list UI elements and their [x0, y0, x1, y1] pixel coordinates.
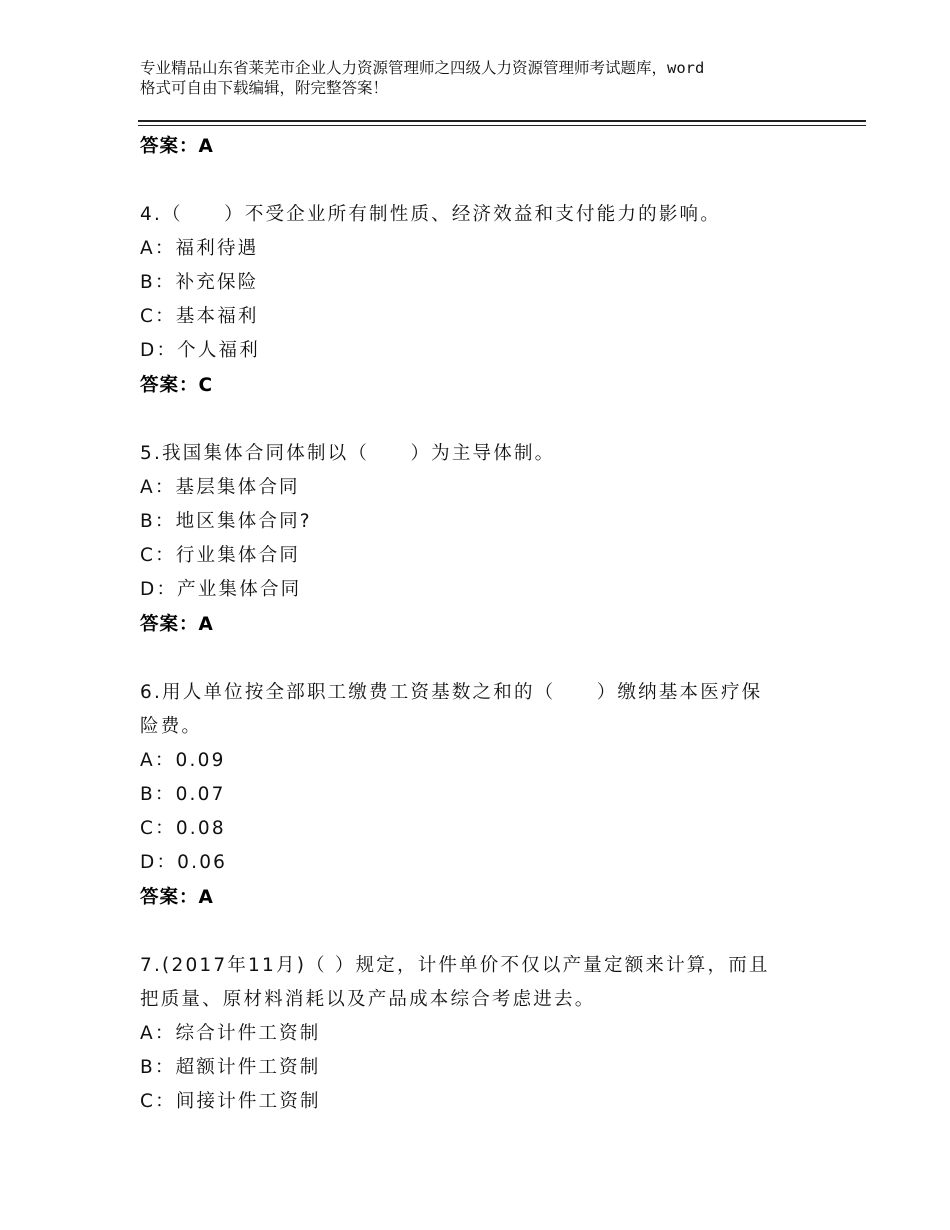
question-6-option-d: D：0.06: [140, 852, 228, 873]
question-4-option-d: D：个人福利: [140, 340, 260, 361]
question-7-option-a: A：综合计件工资制: [140, 1023, 321, 1044]
question-5-option-d: D：产业集体合同: [140, 579, 302, 600]
question-6-option-b: B：0.07: [140, 784, 226, 805]
question-6-text-line-1: 6.用人单位按全部职工缴费工资基数之和的（ ）缴纳基本医疗保: [140, 682, 763, 703]
question-4-text: 4.（ ）不受企业所有制性质、经济效益和支付能力的影响。: [140, 204, 721, 225]
header-line-2: 格式可自由下载编辑，附完整答案！: [140, 79, 389, 97]
question-7-option-b: B：超额计件工资制: [140, 1057, 321, 1078]
question-6-option-c: C：0.08: [140, 818, 226, 839]
header-divider-thin: [138, 125, 866, 126]
question-6-option-a: A：0.09: [140, 750, 226, 771]
question-4-option-b: B：补充保险: [140, 272, 259, 293]
question-5-option-a: A：基层集体合同: [140, 477, 300, 498]
question-4-option-a: A：福利待遇: [140, 238, 259, 259]
question-5-answer: 答案：A: [140, 614, 214, 635]
header-line-1: 专业精品山东省莱芜市企业人力资源管理师之四级人力资源管理师考试题库，word: [140, 59, 705, 77]
header-divider-thick: [138, 120, 866, 122]
question-5-text: 5.我国集体合同体制以（ ）为主导体制。: [140, 443, 556, 464]
question-6-answer: 答案：A: [140, 887, 214, 908]
question-6-text-line-2: 险费。: [140, 716, 203, 737]
question-7-option-c: C：间接计件工资制: [140, 1091, 321, 1112]
question-4-option-c: C：基本福利: [140, 306, 259, 327]
question-5-option-c: C：行业集体合同: [140, 545, 301, 566]
question-5-option-b: B：地区集体合同?: [140, 511, 312, 532]
document-header: [140, 58, 830, 98]
question-7-text-line-1: 7.(2017年11月)（ ）规定，计件单价不仅以产量定额来计算，而且: [140, 955, 770, 976]
question-7-text-line-2: 把质量、原材料消耗以及产品成本综合考虑进去。: [140, 989, 596, 1010]
answer-previous: 答案：A: [140, 136, 214, 157]
question-4-answer: 答案：C: [140, 375, 214, 396]
